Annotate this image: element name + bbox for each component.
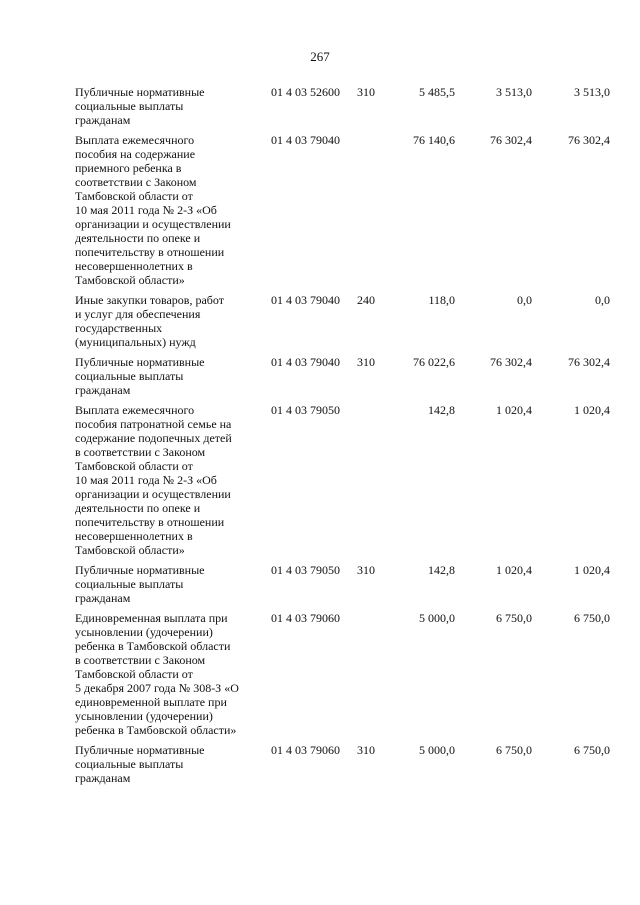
row-name-cell <box>75 133 265 293</box>
row-name-cell <box>75 355 265 403</box>
table-row <box>75 133 610 293</box>
row-value-3: 6 750,0 <box>574 743 610 757</box>
budget-table-body <box>75 85 610 791</box>
row-name: Выплата ежемесячного пособия на содержание приемного ребенка в соответствии с Законом Тамбовской области от 10 мая 2011 года № 2-З «Об организации и осуществлении деятельности по опеке и попечительству в отношении несовершеннолетних в Тамбовской области» <box>75 133 231 287</box>
row-name-cell <box>75 611 265 743</box>
row-type <box>353 133 385 293</box>
row-name-cell <box>75 293 265 355</box>
row-name: Публичные нормативные социальные выплаты гражданам <box>75 355 205 397</box>
row-type: 310 <box>357 743 375 757</box>
page-number: 267 <box>310 49 330 64</box>
row-value-3: 0,0 <box>595 293 610 307</box>
row-name-cell <box>75 743 265 791</box>
row-value-3: 76 302,4 <box>568 355 610 369</box>
row-value-1: 76 140,6 <box>413 133 455 147</box>
table-row <box>75 743 610 791</box>
row-name: Иные закупки товаров, работ и услуг для обеспечения государственных (муниципальных) нужд <box>75 293 224 349</box>
row-code: 01 4 03 52600 <box>271 85 340 99</box>
row-code: 01 4 03 79060 <box>271 743 340 757</box>
row-value-2: 1 020,4 <box>496 403 532 417</box>
row-type: 310 <box>357 355 375 369</box>
row-value-1: 5 000,0 <box>419 743 455 757</box>
table-row <box>75 293 610 355</box>
row-type: 240 <box>357 293 375 307</box>
row-value-2: 3 513,0 <box>496 85 532 99</box>
row-value-3: 3 513,0 <box>574 85 610 99</box>
row-type: 310 <box>357 563 375 577</box>
budget-table <box>75 85 610 791</box>
row-value-2: 6 750,0 <box>496 743 532 757</box>
row-type <box>353 611 385 743</box>
row-type: 310 <box>357 85 375 99</box>
row-value-2: 76 302,4 <box>490 133 532 147</box>
row-value-1: 142,8 <box>428 563 455 577</box>
table-row <box>75 611 610 743</box>
row-name: Публичные нормативные социальные выплаты гражданам <box>75 743 205 785</box>
table-row <box>75 563 610 611</box>
row-value-2: 0,0 <box>517 293 532 307</box>
row-value-3: 1 020,4 <box>574 403 610 417</box>
row-name: Выплата ежемесячного пособия патронатной семье на содержание подопечных детей в соответствии с Законом Тамбовской области от 10 мая 2011 года № 2-З «Об организации и осуществлении деятельности по опеке и попечительству в отношении несовершеннолетних в Тамбовской области» <box>75 403 232 557</box>
row-code: 01 4 03 79040 <box>271 355 340 369</box>
row-name-cell <box>75 563 265 611</box>
row-code: 01 4 03 79060 <box>271 611 340 625</box>
row-value-1: 118,0 <box>428 293 455 307</box>
table-row <box>75 403 610 563</box>
row-type <box>353 403 385 563</box>
row-name-cell <box>75 403 265 563</box>
row-value-1: 5 485,5 <box>419 85 455 99</box>
row-value-3: 6 750,0 <box>574 611 610 625</box>
row-code: 01 4 03 79050 <box>271 403 340 417</box>
table-row <box>75 355 610 403</box>
row-name: Публичные нормативные социальные выплаты гражданам <box>75 85 205 127</box>
row-value-2: 1 020,4 <box>496 563 532 577</box>
row-code: 01 4 03 79040 <box>271 133 340 147</box>
row-code: 01 4 03 79050 <box>271 563 340 577</box>
row-value-3: 1 020,4 <box>574 563 610 577</box>
row-name: Единовременная выплата при усыновлении (удочерении) ребенка в Тамбовской области в соответствии с Законом Тамбовской области от 5 декабря 2007 года № 308-З «О единовременной выплате при усыновлении (удочерении) ребенка в Тамбовской области» <box>75 611 239 737</box>
row-name: Публичные нормативные социальные выплаты гражданам <box>75 563 205 605</box>
row-value-2: 76 302,4 <box>490 355 532 369</box>
row-value-1: 76 022,6 <box>413 355 455 369</box>
row-value-1: 142,8 <box>428 403 455 417</box>
row-name-cell <box>75 85 265 133</box>
row-value-1: 5 000,0 <box>419 611 455 625</box>
row-code: 01 4 03 79040 <box>271 293 340 307</box>
table-row <box>75 85 610 133</box>
row-value-2: 6 750,0 <box>496 611 532 625</box>
row-value-3: 76 302,4 <box>568 133 610 147</box>
